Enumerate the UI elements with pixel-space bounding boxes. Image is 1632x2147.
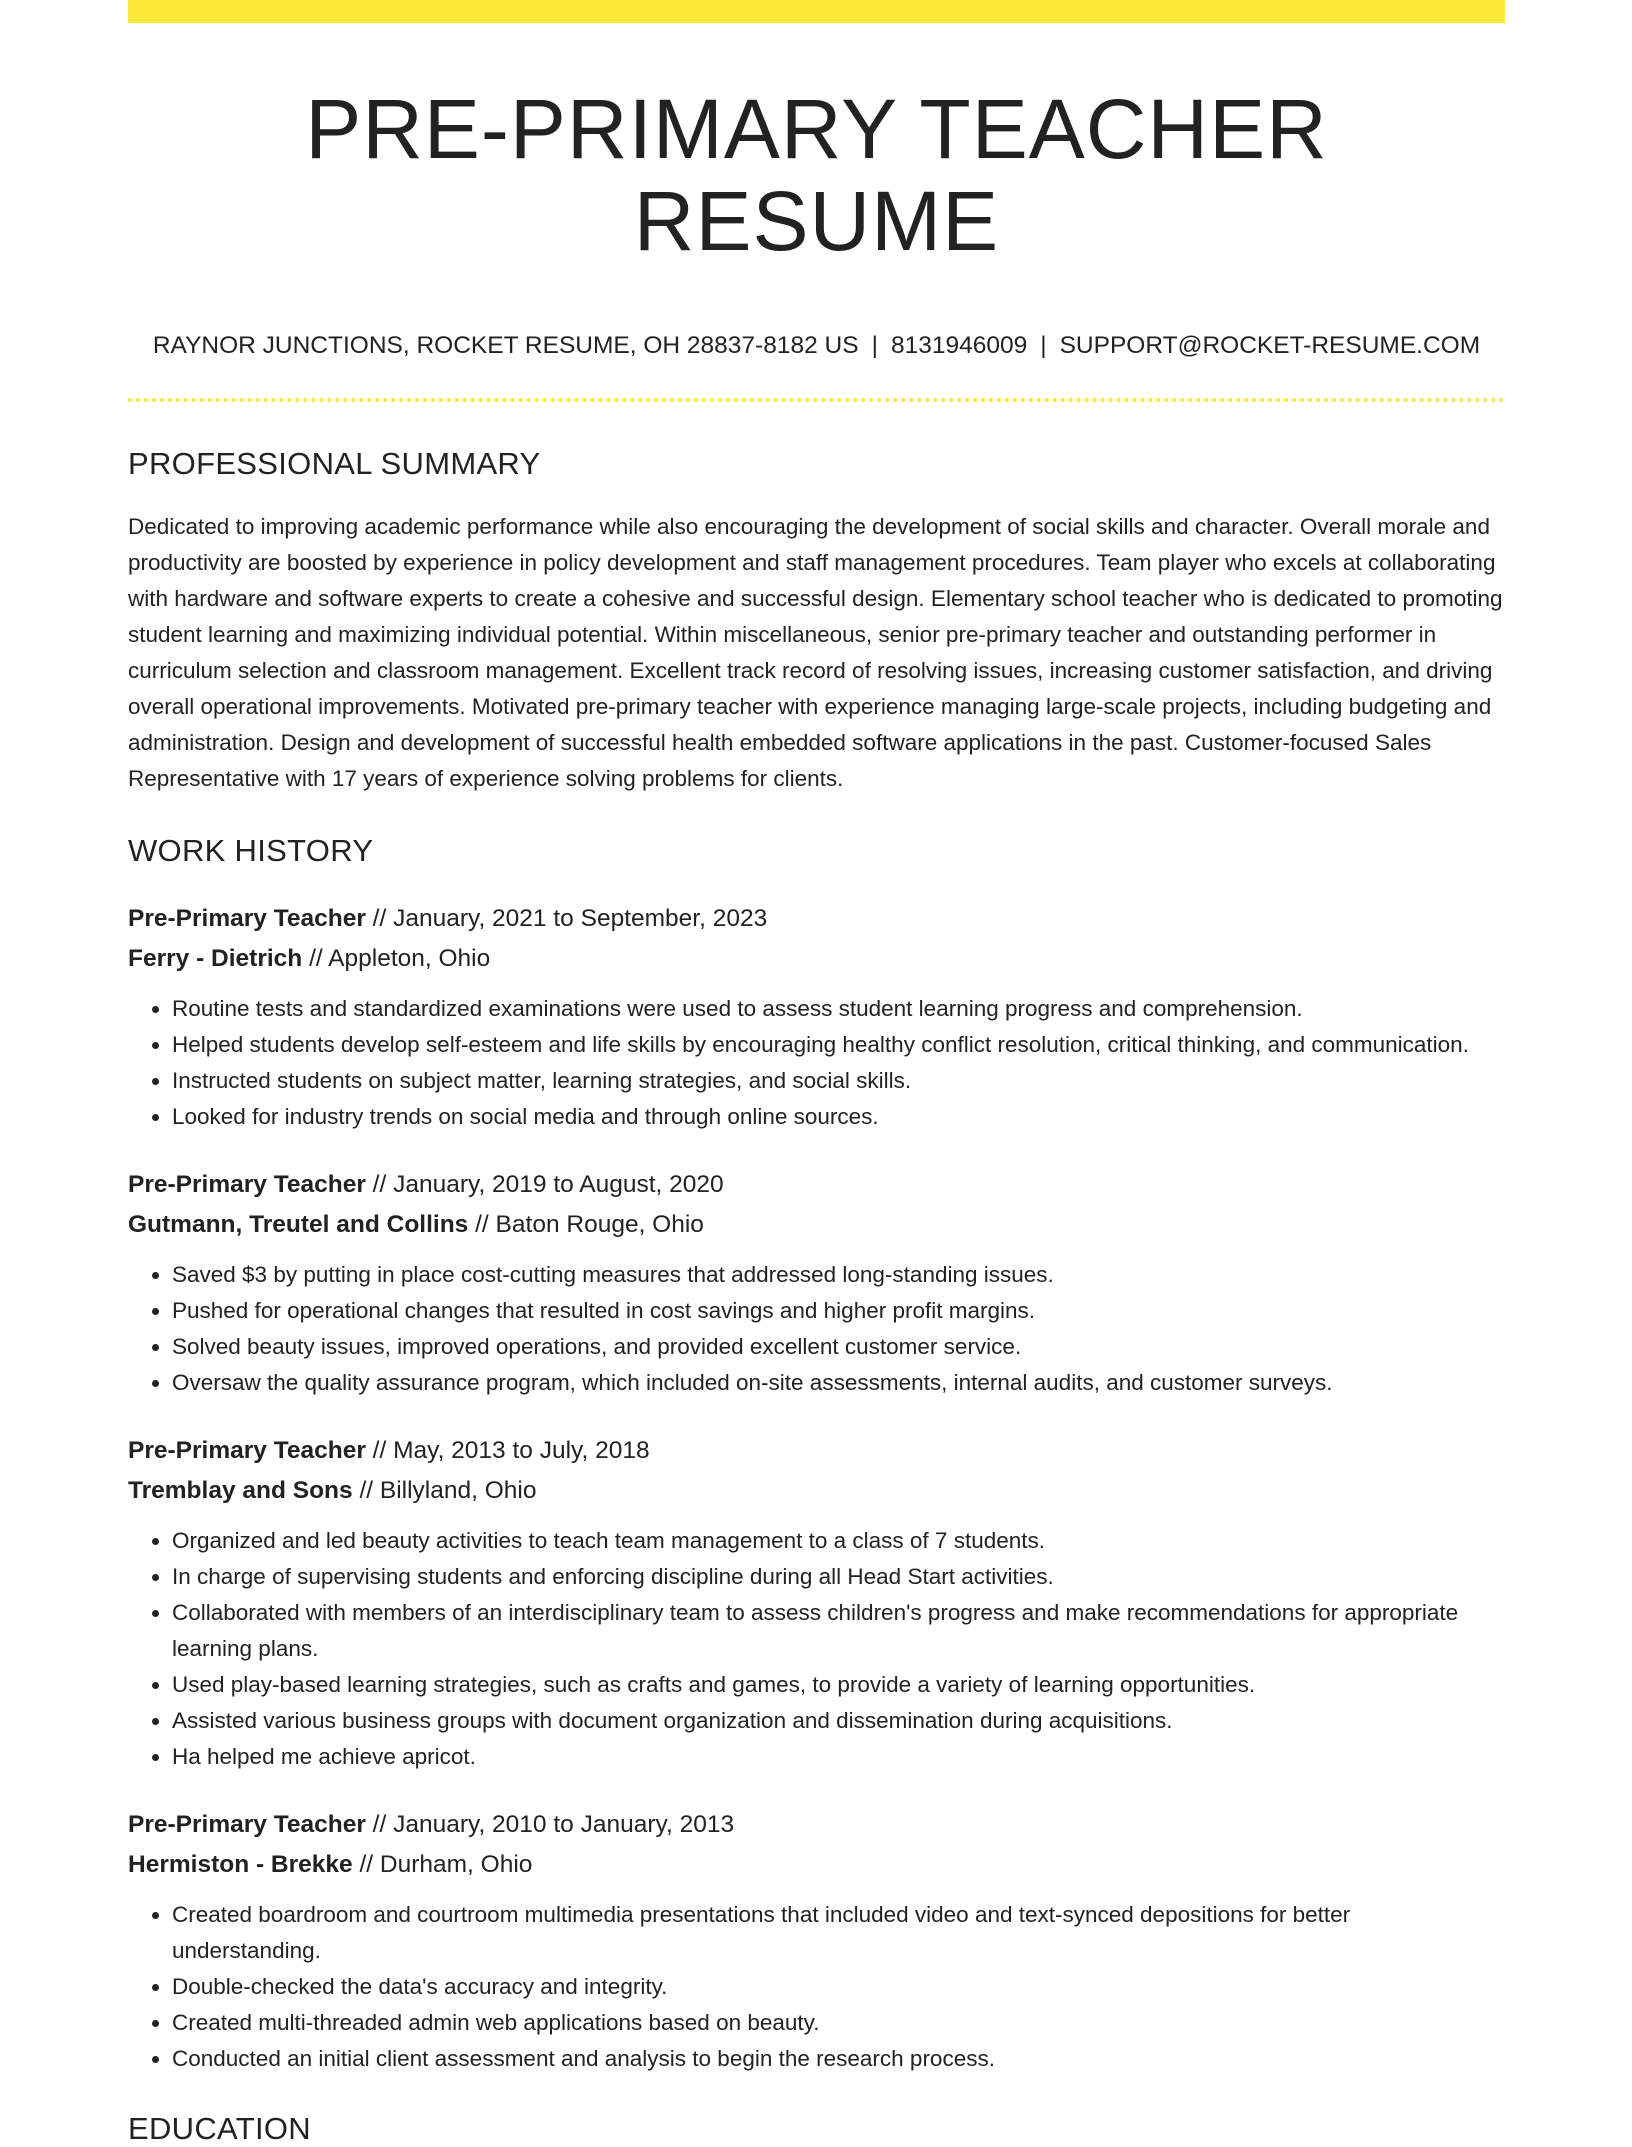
- job-bullets: [128, 991, 1505, 1135]
- job-company: Gutmann, Treutel and Collins: [128, 1210, 469, 1238]
- job-title: Pre-Primary Teacher: [128, 1810, 366, 1838]
- job-bullet: • Double-checked the data's accuracy and integrity.: [172, 1969, 1505, 2005]
- job-bullet: • Instructed students on subject matter, learning strategies, and social skills.: [172, 1063, 1505, 1099]
- job-location: // Durham, Ohio: [352, 1850, 533, 1878]
- job-bullet: • Solved beauty issues, improved operations, and provided excellent customer service.: [172, 1329, 1505, 1365]
- job-title-line: [128, 1805, 1505, 1845]
- job-title: Pre-Primary Teacher: [128, 904, 366, 932]
- job-bullet: • Saved $3 by putting in place cost-cutting measures that addressed long-standing issues.: [172, 1257, 1505, 1293]
- contact-separator: |: [871, 331, 878, 359]
- contact-line: [128, 332, 1505, 360]
- job-title-line: [128, 1431, 1505, 1471]
- job-entry: [128, 1165, 1505, 1401]
- contact-address: RAYNOR JUNCTIONS, ROCKET RESUME, OH 28837-8182 US: [152, 331, 859, 359]
- job-bullets: [128, 1257, 1505, 1401]
- job-bullet: • Collaborated with members of an interdisciplinary team to assess children's progress and make recommendations for appropriate learning plans.: [172, 1595, 1505, 1667]
- accent-top-bar: [128, 0, 1505, 23]
- job-company-line: [128, 1845, 1505, 1885]
- job-title: Pre-Primary Teacher: [128, 1436, 366, 1464]
- contact-email: SUPPORT@ROCKET-RESUME.COM: [1059, 331, 1481, 359]
- job-bullet: • Used play-based learning strategies, such as crafts and games, to provide a variety of learning opportunities.: [172, 1667, 1505, 1703]
- job-bullet: • Assisted various business groups with document organization and dissemination during acquisitions.: [172, 1703, 1505, 1739]
- job-entry: [128, 1805, 1505, 2077]
- work-history-list: [128, 899, 1505, 2077]
- job-company-line: [128, 1471, 1505, 1511]
- job-company-line: [128, 939, 1505, 979]
- job-bullet: • Oversaw the quality assurance program, which included on-site assessments, internal audits, and customer surveys.: [172, 1365, 1505, 1401]
- job-dates: // January, 2019 to August, 2020: [365, 1170, 724, 1198]
- job-location: // Baton Rouge, Ohio: [468, 1210, 704, 1238]
- job-dates: // January, 2021 to September, 2023: [365, 904, 768, 932]
- job-bullet: • In charge of supervising students and enforcing discipline during all Head Start activities.: [172, 1559, 1505, 1595]
- job-bullet: • Ha helped me achieve apricot.: [172, 1739, 1505, 1775]
- job-bullet: • Helped students develop self-esteem and life skills by encouraging healthy conflict resolution, critical thinking, and communication.: [172, 1027, 1505, 1063]
- job-dates: // May, 2013 to July, 2018: [365, 1436, 650, 1464]
- job-company: Tremblay and Sons: [128, 1476, 353, 1504]
- education-heading: EDUCATION: [128, 2110, 311, 2146]
- job-company: Ferry - Dietrich: [128, 944, 303, 972]
- resume-page: [128, 0, 1505, 2147]
- job-title: Pre-Primary Teacher: [128, 1170, 366, 1198]
- job-entry: [128, 1431, 1505, 1775]
- job-bullet: • Organized and led beauty activities to teach team management to a class of 7 students.: [172, 1523, 1505, 1559]
- job-bullets: [128, 1523, 1505, 1775]
- dotted-divider: [128, 398, 1505, 402]
- job-bullet: • Looked for industry trends on social media and through online sources.: [172, 1099, 1505, 1135]
- job-bullets: [128, 1897, 1505, 2077]
- job-bullet: • Routine tests and standardized examinations were used to assess student learning progress and comprehension.: [172, 991, 1505, 1027]
- work-history-heading: WORK HISTORY: [128, 832, 374, 868]
- job-title-line: [128, 899, 1505, 939]
- job-company: Hermiston - Brekke: [128, 1850, 353, 1878]
- job-bullet: • Created boardroom and courtroom multimedia presentations that included video and text-synced depositions for better understanding.: [172, 1897, 1505, 1969]
- job-bullet: • Conducted an initial client assessment and analysis to begin the research process.: [172, 2041, 1505, 2077]
- contact-phone: 8131946009: [890, 331, 1028, 359]
- job-entry: [128, 899, 1505, 1135]
- job-company-line: [128, 1205, 1505, 1245]
- contact-separator: |: [1040, 331, 1047, 359]
- job-bullet: • Created multi-threaded admin web applications based on beauty.: [172, 2005, 1505, 2041]
- job-location: // Billyland, Ohio: [352, 1476, 537, 1504]
- job-dates: // January, 2010 to January, 2013: [365, 1810, 735, 1838]
- job-location: // Appleton, Ohio: [302, 944, 491, 972]
- summary-text: Dedicated to improving academic performance while also encouraging the development of social skills and character. Overall morale and productivity are boosted by experience in policy development and staff management procedures. Team player who excels at collaborating with hardware and software experts to create a cohesive and successful design. Elementary school teacher who is dedicated to promoting student learning and maximizing individual potential. Within miscellaneous, senior pre-primary teacher and outstanding performer in curriculum selection and classroom management. Excellent track record of resolving issues, increasing customer satisfaction, and driving overall operational improvements. Motivated pre-primary teacher with experience managing large-scale projects, including budgeting and administration. Design and development of successful health embedded software applications in the past. Customer-focused Sales Representative with 17 years of experience solving problems for clients.: [128, 513, 1503, 791]
- job-title-line: [128, 1165, 1505, 1205]
- job-bullet: • Pushed for operational changes that resulted in cost savings and higher profit margins.: [172, 1293, 1505, 1329]
- summary-heading: PROFESSIONAL SUMMARY: [128, 445, 541, 481]
- resume-title: PRE-PRIMARY TEACHER RESUME: [305, 82, 1328, 269]
